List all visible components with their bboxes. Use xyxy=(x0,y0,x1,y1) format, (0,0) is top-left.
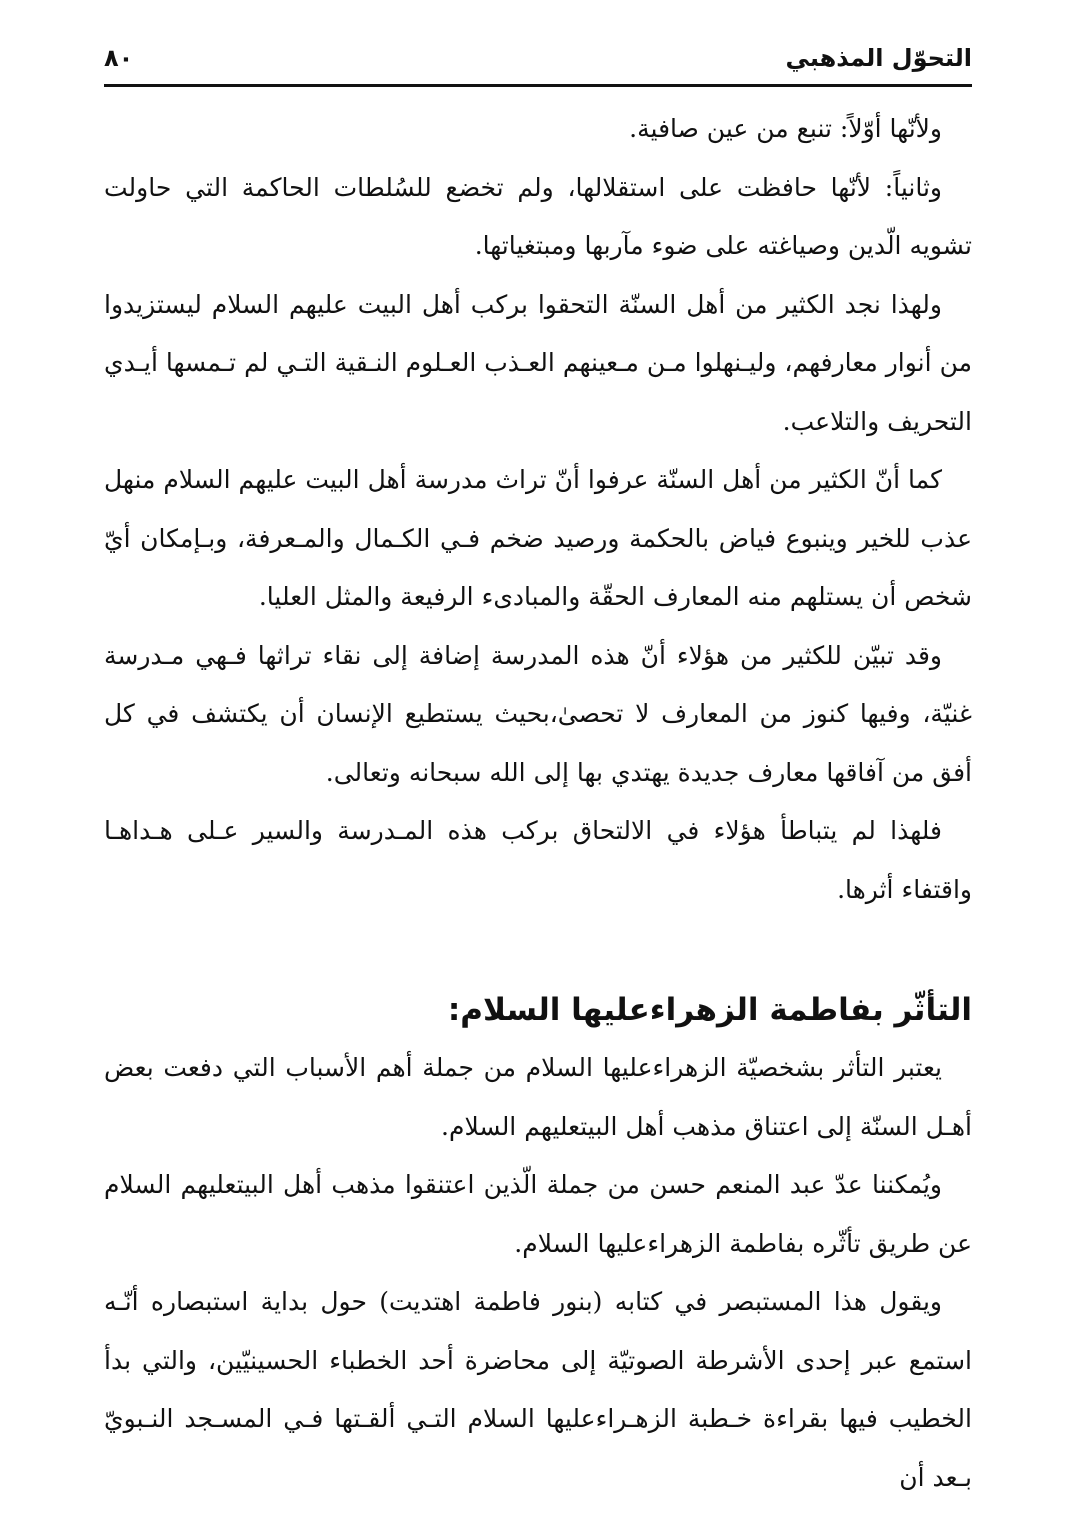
paragraph: وقد تبيّن للكثير من هؤلاء أنّ هذه المدرسة إضافة إلى نقاء تراثها فـهي مـدرسة غنيّة، وفيها كنوز من المعارف لا تحصىٰ،بحيث يستطيع الإنسان أن يكتشف في كل أفق من آفاقها معارف جديدة يهتدي بها إلى الله سبحانه وتعالى. xyxy=(104,640,972,787)
running-title: التحوّل المذهبي xyxy=(785,44,972,72)
paragraph: كما أنّ الكثير من أهل السنّة عرفوا أنّ تراث مدرسة أهل البيت عليهم السلام منهل عذب للخير وينبوع فياض بالحكمة ورصيد ضخم فـي الكـمال والمـعرفة، وبـإمكان أيّ شخص أن يستلهم منه المعارف الحقّة والمبادىء الرفيعة والمثل العليا. xyxy=(104,465,972,611)
page-number: ٨٠ xyxy=(104,44,134,72)
section-heading: التأثّر بفاطمة الزهراءعليها السلام: xyxy=(447,992,972,1028)
main-text xyxy=(104,100,972,1507)
section-paragraph: يعتبر التأثر بشخصيّة الزهراءعليها السلام من جملة أهم الأسباب التي دفعت بعض أهـل السنّة إلى اعتناق مذهب أهل البيتعليهم السلام. xyxy=(104,1053,972,1141)
section-paragraph: ويُمكننا عدّ عبد المنعم حسن من جملة الّذين اعتنقوا مذهب أهل البيتعليهم السلام عن طريق تأثّره بفاطمة الزهراءعليها السلام. xyxy=(104,1170,972,1258)
paragraph: ولأنّها أوّلاً: تنبع من عين صافية. xyxy=(629,114,942,143)
running-header xyxy=(104,38,972,78)
section-spacer xyxy=(104,919,972,981)
section-paragraph: ويقول هذا المستبصر في كتابه (بنور فاطمة اهتديت) حول بداية استبصاره أنّـه استمع عبر إحدى الأشرطة الصوتيّة إلى محاضرة أحد الخطباء الحسينيّين، والتي بدأ الخطيب فيها بقراءة خـطبة الزهـراءعليها السلام التـي ألقـتها فـي المسـجد النـبويّ بـعد أن xyxy=(104,1287,972,1492)
paragraph: فلهذا لم يتباطأ هؤلاء في الالتحاق بركب هذه المـدرسة والسير عـلى هـداهـا واقتفاء أثرها. xyxy=(104,816,972,904)
paragraph: وثانياً: لأنّها حافظت على استقلالها، ولم تخضع للسُلطات الحاكمة التي حاولت تشويه الّدين وصياغته على ضوء مآربها ومبتغياتها. xyxy=(104,172,972,260)
paragraph: ولهذا نجد الكثير من أهل السنّة التحقوا بركب أهل البيت عليهم السلام ليستزيدوا من أنوار معارفهم، وليـنهلوا مـن مـعينهم العـذب العـلوم النـقية التـي لم تـمسها أيـدي التحريف والتلاعب. xyxy=(104,289,972,436)
header-rule xyxy=(104,84,972,87)
